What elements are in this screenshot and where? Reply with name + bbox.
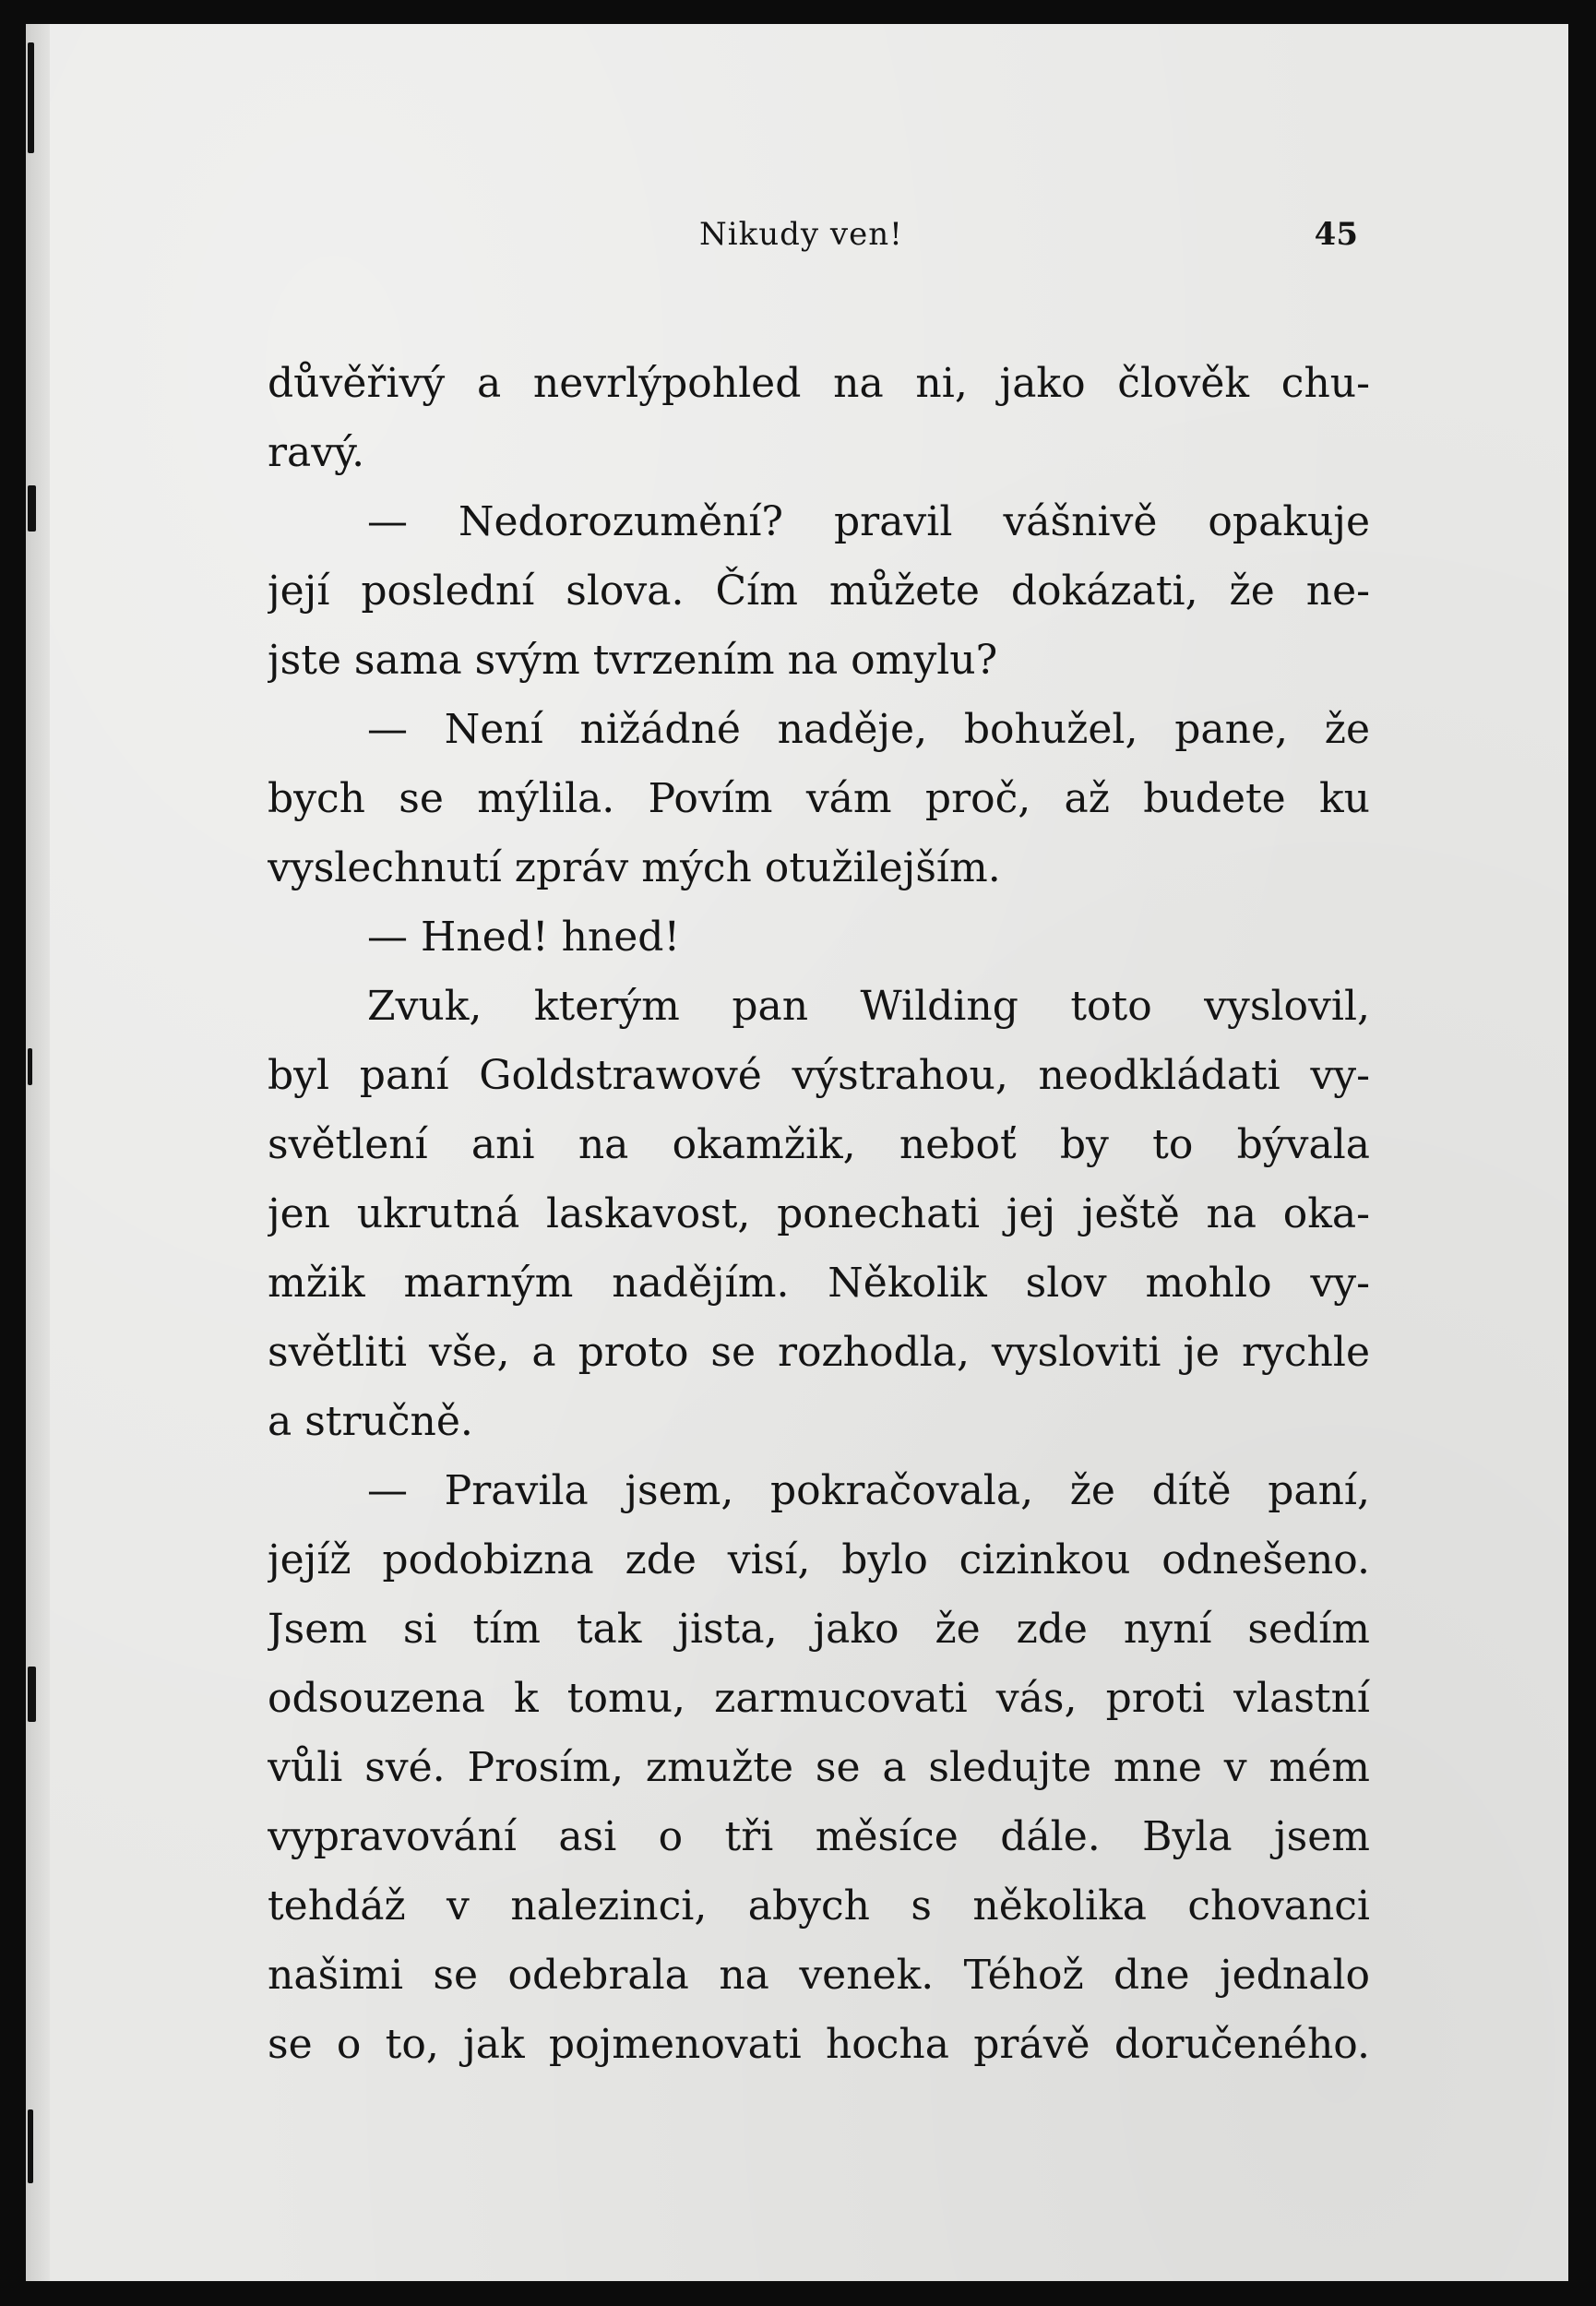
- text-line: ravý.: [268, 429, 365, 476]
- page-header: [268, 216, 1365, 271]
- text-line: její poslední slova. Čím můžete dokázati, že ne-: [268, 568, 1370, 615]
- text-line: jste sama svým tvrzením na omylu?: [268, 637, 998, 684]
- page-number: 45: [1314, 216, 1358, 253]
- binding-mark: [28, 485, 36, 532]
- text-line: byl paní Goldstrawové výstrahou, neodkládati vy-: [268, 1052, 1370, 1099]
- page-gutter: [26, 24, 50, 2281]
- text-line: vůli své. Prosím, zmužte se a sledujte mne v mém: [268, 1744, 1370, 1791]
- text-line: — Není nižádné naděje, bohužel, pane, že: [367, 706, 1370, 753]
- book-page: [26, 24, 1568, 2281]
- binding-mark: [28, 1048, 32, 1085]
- text-line: — Nedorozumění? pravil vášnivě opakuje: [367, 498, 1370, 545]
- text-line: se o to, jak pojmenovati hocha právě doručeného.: [268, 2021, 1370, 2068]
- binding-mark: [28, 1667, 36, 1722]
- text-line: vypravování asi o tři měsíce dále. Byla jsem: [268, 1813, 1370, 1860]
- text-line: vyslechnutí zpráv mých otužilejším.: [268, 844, 1001, 891]
- text-line: — Pravila jsem, pokračovala, že dítě paní,: [367, 1467, 1370, 1514]
- text-line: světlení ani na okamžik, neboť by to bývala: [268, 1121, 1370, 1168]
- text-line: bych se mýlila. Povím vám proč, až budete ku: [268, 775, 1370, 822]
- binding-mark: [28, 42, 34, 153]
- text-line: Jsem si tím tak jista, jako že zde nyní sedím: [268, 1606, 1370, 1653]
- text-line: důvěřivý a nevrlýpohled na ni, jako člověk chu-: [268, 360, 1370, 407]
- text-line: jejíž podobizna zde visí, bylo cizinkou odnešeno.: [268, 1536, 1370, 1583]
- text-line: našimi se odebrala na venek. Téhož dne jednalo: [268, 1952, 1370, 1999]
- text-line: jen ukrutná laskavost, ponechati jej ještě na oka-: [268, 1190, 1370, 1237]
- body-text: [268, 349, 1370, 2079]
- text-line: světliti vše, a proto se rozhodla, vysloviti je rychle: [268, 1329, 1370, 1376]
- text-line: mžik marným nadějím. Několik slov mohlo vy-: [268, 1260, 1370, 1307]
- binding-mark: [28, 2109, 33, 2183]
- text-line: odsouzena k tomu, zarmucovati vás, proti vlastní: [268, 1675, 1370, 1722]
- text-line: Zvuk, kterým pan Wilding toto vyslovil,: [367, 983, 1370, 1030]
- text-line: tehdáž v nalezinci, abych s několika chovanci: [268, 1882, 1370, 1930]
- running-title: Nikudy ven!: [699, 216, 903, 253]
- text-line: a stručně.: [268, 1398, 473, 1445]
- text-line: — Hned! hned!: [367, 914, 681, 961]
